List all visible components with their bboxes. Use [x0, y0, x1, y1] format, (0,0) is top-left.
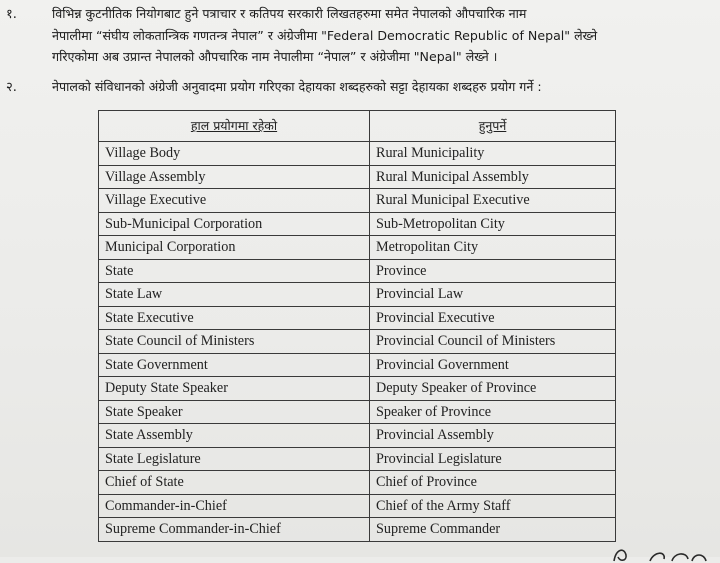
table-row [99, 283, 616, 307]
table-row [99, 494, 616, 518]
current-term-cell: Municipal Corporation [99, 236, 370, 260]
replacement-term-cell: Rural Municipal Executive [370, 189, 616, 213]
table-row [99, 142, 616, 166]
item-number-1: १. [6, 7, 17, 22]
header-current-term: हाल प्रयोगमा रहेको [99, 111, 370, 142]
table-row [99, 236, 616, 260]
replacement-term-cell: Metropolitan City [370, 236, 616, 260]
replacement-term-cell: Chief of the Army Staff [370, 494, 616, 518]
item-paragraph-2 [52, 76, 542, 98]
replacement-term-cell: Provincial Executive [370, 306, 616, 330]
replacement-term-cell: Sub-Metropolitan City [370, 212, 616, 236]
current-term-cell: Deputy State Speaker [99, 377, 370, 401]
table-row [99, 424, 616, 448]
replacement-term-cell: Rural Municipality [370, 142, 616, 166]
table-row [99, 165, 616, 189]
current-term-cell: Village Executive [99, 189, 370, 213]
table-body [99, 142, 616, 542]
current-term-cell: State Law [99, 283, 370, 307]
replacement-term-cell: Deputy Speaker of Province [370, 377, 616, 401]
paragraph-line: गरिएकोमा अब उप्रान्त नेपालको औपचारिक नाम नेपालीमा “नेपाल” र अंग्रेजीमा "Nepal" लेख्ने । [52, 49, 498, 64]
current-term-cell: Sub-Municipal Corporation [99, 212, 370, 236]
current-term-cell: State Assembly [99, 424, 370, 448]
table-row [99, 377, 616, 401]
table-row [99, 471, 616, 495]
header-replacement-term: हुनुपर्ने [370, 111, 616, 142]
current-term-cell: State Council of Ministers [99, 330, 370, 354]
item-paragraph-1 [52, 3, 597, 68]
replacement-term-cell: Chief of Province [370, 471, 616, 495]
replacement-term-cell: Supreme Commander [370, 518, 616, 542]
table-row [99, 518, 616, 542]
replacement-term-cell: Rural Municipal Assembly [370, 165, 616, 189]
table-header-row [99, 111, 616, 142]
table-row [99, 306, 616, 330]
replacement-term-cell: Provincial Legislature [370, 447, 616, 471]
table-row [99, 212, 616, 236]
terminology-table [98, 110, 616, 542]
replacement-term-cell: Provincial Assembly [370, 424, 616, 448]
handwriting-mark [606, 541, 716, 563]
table-row [99, 330, 616, 354]
replacement-term-cell: Province [370, 259, 616, 283]
replacement-term-cell: Speaker of Province [370, 400, 616, 424]
paragraph-line: विभिन्न कुटनीतिक नियोगबाट हुने पत्राचार र कतिपय सरकारी लिखतहरुमा समेत नेपालको औपचारिक नाम [52, 6, 527, 21]
item-number-2: २. [6, 80, 17, 95]
current-term-cell: Village Body [99, 142, 370, 166]
table-row [99, 353, 616, 377]
current-term-cell: Supreme Commander-in-Chief [99, 518, 370, 542]
table-row [99, 259, 616, 283]
table-row [99, 400, 616, 424]
current-term-cell: State Government [99, 353, 370, 377]
replacement-term-cell: Provincial Government [370, 353, 616, 377]
current-term-cell: Chief of State [99, 471, 370, 495]
current-term-cell: State Executive [99, 306, 370, 330]
replacement-term-cell: Provincial Law [370, 283, 616, 307]
replacement-term-cell: Provincial Council of Ministers [370, 330, 616, 354]
paragraph-line: नेपालीमा “संघीय लोकतान्त्रिक गणतन्त्र नेपाल” र अंग्रेजीमा "Federal Democratic Republic of Nepal" लेख्ने [52, 27, 598, 43]
paragraph-line: नेपालको संविधानको अंग्रेजी अनुवादमा प्रयोग गरिएका देहायका शब्दहरुको सट्टा देहायका शब्दहरु प्रयोग गर्ने : [52, 79, 542, 94]
current-term-cell: Village Assembly [99, 165, 370, 189]
current-term-cell: State [99, 259, 370, 283]
current-term-cell: State Speaker [99, 400, 370, 424]
table-row [99, 447, 616, 471]
table-row [99, 189, 616, 213]
current-term-cell: State Legislature [99, 447, 370, 471]
current-term-cell: Commander-in-Chief [99, 494, 370, 518]
